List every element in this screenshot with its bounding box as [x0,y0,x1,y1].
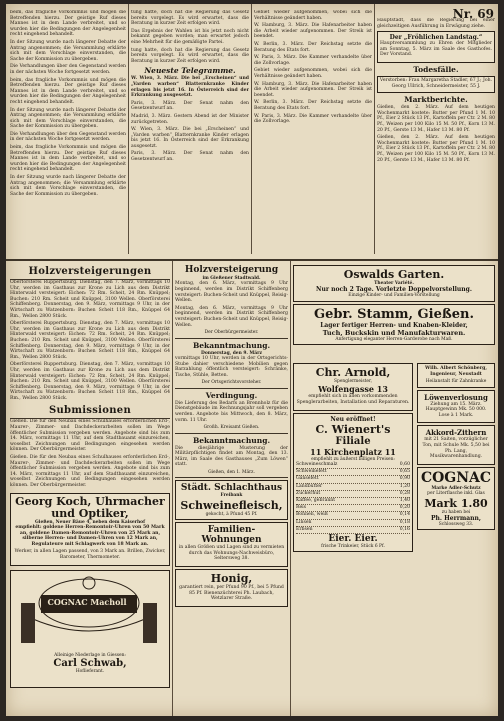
akkord-text: mit 21 Saiten, vorzüglicher Ton, mit Schule Mk. 5,50 bei Ph. Lang, Musikwarenhandlung. [422,437,490,460]
section-rule [6,259,498,261]
arnold-address: Wolfengasse 13 [318,384,388,395]
paragraph: Das Ergebnis der Wahlen ist bis jetzt noch nicht bekannt gegeben worden; man erwartet jedoch eine Mehrheit für die gemäßigte Partei. [131,28,249,45]
market-text: Gießen, den 2. März. Auf dem heutigen Wochenmarkt kostete: Butter per Pfund 1 M. 10 Pf., Eier 2 Stück 13 Pf., Kartoffeln per Ctr. 2 M. 80 Pf., Weizen per 100 Kilo 15 M. 50 Pf., Korn 13 M. 20 Pf., Gerste 13 M., Hafer 13 M. 80 Pf. [377,135,495,163]
koch-text: empfiehlt: goldene Herren-Remontoir-Uhren von 50 Mark an, goldene Damen-Remontoir-Uhren von 25 Mark an, silberne Herren- und Damen-Uhren von 12 Mark an, Regulateure mit Schlagwerk von 18 Mark an. [15,525,165,547]
bekanntmachung-subtitle: Donnerstag, den 9. März [201,350,262,356]
bekanntmachung-text: vormittags 10 Uhr, werden in der Ortsgerichts-Stube dahier verschiedene Mobilien gegen Barzahlung öffentlich versteigert: Schränke, Tische, Stühle, Betten. [175,355,288,378]
death-heading: Todesfälle. [413,64,459,74]
price-item-value: 0,60 [399,462,410,467]
cognac-subtitle: Marke Adler-Schutz [431,485,481,491]
death-notice [377,76,495,93]
wienert-eggs-note: frische Trinkeier, Stück 6 Pf. [321,544,385,550]
column-divider [290,261,291,716]
price-row [296,520,410,527]
wienert-subtitle: Filiale [335,435,371,447]
wienert-price-list [296,462,410,534]
koch-text-2: Werker, in allen Lagen passend, von 3 Mark an. Brillen, Zwicker, Barometer, Thermometer. [14,549,166,560]
lower-left-column [10,263,170,713]
cognac-macholl-ad [10,570,170,688]
holzversteigerungen-text: Oberförsterei Ruppertsburg. Dienstag, den 7. März, vormittags 10 Uhr, werden im Gasthaus zur Krone zu Lich aus dem Distrikt Hinterwald versteigert: Eichen: 72 Rm. Scheit, 24 Rm. Knüppel; Buchen: 210 Rm. Scheit und Knüppel, 3100 Wellen. Oberförsterei Schiffenberg. Donnerstag, den 9. März, vormittags 9 Uhr, in der Wirtschaft zu Watzenborn: Buchen Scheit 118 Rm., Knüppel 64 Rm., Wellen 2800 Stück. [10,362,170,401]
column-2 [131,10,249,260]
lower-right-area [293,263,495,713]
market-heading: Marktberichte. [404,95,468,105]
paragraph: In der Sitzung wurde nach längerer Debatte der Antrag angenommen; die Versammlung erklärte sich mit dem Vorschlage einverstanden, die Sache der Kommission zu übergeben. [10,39,126,62]
lower-middle-column [175,263,288,713]
paragraph: W. Paris, 3. März. Die Kammer verhandelte über die Zollvorlage. [254,113,372,125]
telegram: Paris, 3. März. Der Senat nahm den Gesetzentwurf an. [131,100,249,112]
submissionen-heading: Submissionen [48,405,132,417]
paragraph: W. Berlin, 3. März. Der Reichstag setzte die Beratung des Etats fort. [254,100,372,111]
bekanntmachung-heading: Bekanntmachung. [192,340,271,350]
page-number: Nr. 69 [452,7,494,21]
holzversteigerungen-text: Oberförsterei Ruppertsburg. Dienstag, den 7. März, vormittags 10 Uhr, werden im Gasthaus zur Krone zu Lich aus dem Distrikt Hinterwald versteigert: Eichen: 72 Rm. Scheit, 24 Rm. Knüppel; Buchen: 210 Rm. Scheit und Knüppel, 3100 Wellen. Oberförsterei Schiffenberg. Donnerstag, den 9. März, vormittags 9 Uhr, in der Wirtschaft zu Watzenborn: Buchen Scheit 118 Rm., Knüppel 64 Rm., Wellen 2800 Stück. [10,280,170,319]
paragraph: Die Verhandlungen über den Gegenstand werden in der nächsten Woche fortgesetzt werden. [10,131,126,143]
price-row [296,484,410,491]
submissionen-text: Gießen. Die für den Neubau eines Schulhauses erforderlichen Erd-, Maurer-, Zimmer- und Dachdeckerarbeiten sollen im Wege öffentlicher Submission vergeben werden. Angebote sind bis zum 14. März, vormittags 11 Uhr, auf dem Stadtbauamt einzureichen, woselbst Zeichnungen und Bedingungen eingesehen werden können. Der Oberbürgermeister. [10,455,170,488]
price-item-name: Zuckerhut [296,490,321,496]
column-1 [10,10,126,260]
stadtwald-text: Montag, den 6. März, vormittags 9 Uhr beginnend, werden im Distrikt Schiffenberg versteigert: Buchen-Scheit und Knüppel, Reisig-Wellen. [175,305,288,328]
price-item-name: Schweineschmalz [296,462,338,467]
cognac-title: COGNAC [420,469,492,486]
price-item-value: 1,20 [399,483,410,489]
schonberg-text: Wilh. Albert Schönberg, Ingenieur, Neustadt [425,366,487,377]
cognac-macholl-title: COGNAC Macholl [47,596,127,607]
wienert-title: C. Wienert's [315,422,391,436]
wienert-ad [293,413,413,553]
price-item-name: Erbsen [296,526,313,532]
cognac-macholl-subtitle: Alleinige Niederlage in Giessen: [54,652,126,658]
divider [175,338,288,339]
price-item-name: Kaffee, gebrannt [296,498,336,504]
koch-title: Georg Koch, Uhrmacher und Optiker, [15,494,165,520]
holzversteigerungen-text: Oberförsterei Ruppertsburg. Dienstag, den 7. März, vormittags 10 Uhr, werden im Gasthaus zur Krone zu Lich aus dem Distrikt Hinterwald versteigert: Eichen: 72 Rm. Scheit, 24 Rm. Knüppel; Buchen: 210 Rm. Scheit und Knüppel, 3100 Wellen. Oberförsterei Schiffenberg. Donnerstag, den 9. März, vormittags 9 Uhr, in der Wirtschaft zu Watzenborn: Buchen Scheit 118 Rm., Knüppel 64 Rm., Wellen 2800 Stück. [10,321,170,360]
price-item-value: 0,28 [399,490,410,496]
column-4 [377,18,495,260]
theater-subtitle: Theater Variété. [374,281,414,286]
honig-text: garantiert rein, per Pfund 90 Pf., bei 5 Pfund 85 Pf. Bienenzüchterei Ph. Laubach, Wetzlarer Straße. [179,584,284,602]
paragraph: W. Hamburg, 3. März. Die Hafenarbeiter haben die Arbeit wieder aufgenommen. Der Streik ist beendet. [254,81,372,98]
paragraph: Die Verhandlungen über den Gegenstand werden in der nächsten Woche fortgesetzt werden. [10,64,126,75]
loewenverlosung-text: Ziehung am 15. März. Hauptgewinn Mk. 50 000. Lose à 1 Mark. [425,401,487,418]
wohnungen-ad [175,522,288,567]
bekanntmachung2-text: Die diesjährige Musterung der Militärpflichtigen findet am Montag, den 13. März, im Saale des Gasthauses „Zum Löwen“ statt. [175,445,288,468]
telegram: W. Wien, 3. März. Die bei „Erscheinen“ und „Varden warben“ Blatternkranke Kinder erlagen bis jetzt 16. In Österreich sind der Erkrankung ausgesetzt. [131,76,249,99]
cognac-note: zu haben bei [441,509,471,515]
column-3 [254,10,372,260]
stadtwald-heading: Holzversteigerung [184,265,279,275]
paragraph: tung hatte, doch hat die Regierung das Gesetz bereits vorgelegt. Es wird erwartet, dass die Beratung in kurzer Zeit erfolgen wird. [131,10,249,27]
verdingung-heading: Verdingung. [205,390,258,400]
honig-title: Honig, [210,571,253,585]
koch-address: Gießen, Neuer Bäue 4, neben dem Kaiserhof [35,519,145,525]
wienert-banner: Neu eröffnet! [330,415,376,423]
stamm-title: Gebr. Stamm, Gießen. [314,306,474,322]
paragraph: Hauptstadt, dass die Regierung bei einer gleichzeitigen Ausführung in Erwägung ziehe. [377,18,495,29]
price-row [296,491,410,498]
paragraph: beim, das fragliche Vorkommnis und mögen die Betreffenden hierzu. Der geistige Ruf dieses Mannes ist in dem Lande verbreitet, und so wurden hier die Bedingungen der Angelegenheit recht eingehend behandelt. [10,10,126,38]
price-row [296,498,410,505]
price-row [296,512,410,519]
divider [175,477,288,478]
paragraph: beim, das fragliche Vorkommnis und mögen die Betreffenden hierzu. Der geistige Ruf dieses Mannes ist in dem Lande verbreitet, und so wurden hier die Bedingungen der Angelegenheit recht eingehend behandelt. [10,145,126,173]
wienert-address: 11 Kirchenplatz 11 [310,446,396,457]
paragraph: W. Hamburg, 3. März. Die Hafenarbeiter haben die Arbeit wieder aufgenommen. Der Streik ist beendet. [254,23,372,40]
cognac-line: per Literflasche inkl. Glas [427,491,485,497]
cognac-ad [417,467,495,531]
cognac-price: Mark 1.80 [424,496,488,510]
telegram: Madrid, 3. März. Gestern Abend ist der Minister zurückgetreten. [131,113,249,125]
wienert-eggs: Eier. Eier. [328,534,378,545]
loewenverlosung-title: Löwenverlosung [424,392,488,402]
schlachthaus-product: Schweinefleisch, [180,498,283,512]
landtag-notice [377,31,495,63]
price-item-value: 0,20 [399,505,410,511]
arnold-ad [293,363,413,411]
price-item-name: Reis [296,505,307,511]
column-divider [172,261,173,716]
divider [10,418,170,419]
price-item-name: Landbutter [296,483,323,489]
stamm-subtitle: Lager fertiger Herren- und Knaben-Kleider, [320,321,468,329]
schlachthaus-subtitle: Freibank [220,493,243,499]
verdingung-signoff: Großh. Kreisamt Gießen. [203,425,260,431]
koch-ad [10,493,170,566]
price-item-name: Bohnen, weiß [296,512,328,518]
newspaper-page [6,4,498,716]
schonberg-ad [417,363,495,388]
honig-ad [175,569,288,607]
price-row [296,476,410,483]
stadtwald-text: Montag, den 6. März, vormittags 9 Uhr beginnend, werden im Distrikt Schiffenberg versteigert: Buchen-Scheit und Knüppel, Reisig-Wellen. [175,281,288,304]
divider [10,279,170,280]
price-item-value: 0,18 [399,519,410,525]
paragraph: beim, das fragliche Vorkommnis und mögen die Betreffenden hierzu. Der geistige Ruf dieses Mannes ist in dem Lande verbreitet, und so wurden hier die Bedingungen der Angelegenheit recht eingehend behandelt. [10,77,126,105]
schlachthaus-title: Städt. Schlachthaus [180,483,283,494]
divider [175,388,288,389]
landtag-title: Der „Fröhlichen Landstag.“ [389,34,483,42]
wohnungen-title: Familien-Wohnungen [201,525,262,546]
divider [175,433,288,434]
stamm-ad [293,304,495,345]
paragraph: In der Sitzung wurde nach längerer Debatte der Antrag angenommen; die Versammlung erklärte sich mit dem Vorschlage einverstanden, die Sache der Kommission zu übergeben. [10,107,126,130]
cognac-street: Schlossweg 33. [438,521,474,527]
paragraph: tung hatte, doch hat die Regierung das Gesetz bereits vorgelegt. Es wird erwartet, dass die Beratung in kurzer Zeit erfolgen wird. [131,47,249,64]
bekanntmachung2-signoff: Gießen, den 1. März. [208,469,255,475]
price-item-value: 0,16 [399,526,410,532]
akkord-ad [417,425,495,464]
stamm-line3: Anfertigung eleganter Herren-Garderobe nach Maß. [335,336,453,342]
theater-title: Oswalds Garten. [343,268,445,281]
right-subcolumn-b [417,361,495,532]
price-row [296,527,410,534]
paragraph: W. Berlin, 3. März. Der Reichstag setzte die Beratung des Etats fort. [254,41,372,53]
verdingung-text: Die Lieferung des Bedarfs an Brennholz für die Dienstgebäude im Rechnungsjahr soll vergeben werden. Angebote bis Mittwoch, den 8. März, vorm. 11 Uhr. [175,400,288,423]
schlachthaus-ad [175,480,288,520]
column-divider [251,4,252,254]
theater-ad [293,265,495,302]
price-item-name: Schweinefett [296,469,327,475]
paragraph: In der Sitzung wurde nach längerer Debatte der Antrag angenommen; die Versammlung erklärte sich mit dem Vorschlage einverstanden, die Sache der Kommission zu übergeben. [10,175,126,197]
price-item-name: Linsen [296,519,312,525]
column-divider [128,4,129,254]
akkord-title: Akkord-Zithern [425,428,487,438]
price-item-value: 0,14 [399,512,410,518]
telegram: W. Wien, 3. März. Die bei „Erscheinen“ und „Varden warben“ Blatternkranke Kinder erlagen bis jetzt 16. In Österreich sind der Erkrankung ausgesetzt. [131,127,249,149]
schlachthaus-note: gekocht, à Pfund 45 Pf. [205,511,258,517]
telegram-heading: Neueste Telegramme. [144,66,236,76]
paragraph: W. Paris, 3. März. Die Kammer verhandelte über die Zollvorlage. [254,55,372,66]
death-text: Verstorben: Frau Margaretha Stadler, 67 J.; Joh. Georg Ullrich, Schneidermeister, 55 J. [379,77,493,89]
landtag-text: Hauptversammlung zu Ehren der Mitglieder am Sonntag, 5. März im Saale des Gasthofes. Der Vorstand. [380,41,492,58]
submissionen-text: Gießen. Die für den Neubau eines Schulhauses erforderlichen Erd-, Maurer-, Zimmer- und Dachdeckerarbeiten sollen im Wege öffentlicher Submission vergeben werden. Angebote sind bis zum 14. März, vormittags 11 Uhr, auf dem Stadtbauamt einzureichen, woselbst Zeichnungen und Bedingungen eingesehen werden können. Der Oberbürgermeister. [10,419,170,453]
holzversteigerungen-heading: Holzversteigerungen [28,266,152,277]
stadtwald-subtitle: im Gießener Stadtwald. [202,276,261,281]
cognac-macholl-role: Hoflieferant. [75,668,105,674]
schonberg-note: Heilanstalt für Zahnkranke [425,379,487,385]
market-text: Gießen, den 2. März. Auf dem heutigen Wochenmarkt kostete: Butter per Pfund 1 M. 10 Pf., Eier 2 Stück 13 Pf., Kartoffeln per Ctr. 2 M. 80 Pf., Weizen per 100 Kilo 15 M. 50 Pf., Korn 13 M. 20 Pf., Gerste 13 M., Hafer 13 M. 80 Pf. [377,105,495,133]
price-item-value: 0,90 [399,476,410,482]
wienert-note: empfiehlt zu äußerst billigen Preisen: [311,456,395,462]
column-divider [374,4,375,254]
loewenverlosung-ad [417,390,495,424]
cognac-seller: Ph. Herrmann, [431,514,481,522]
wohnungen-text: in allen Größen und Lagen sind zu vermieten durch das Wohnungs-Nachweisbüro, Seltersweg 38. [178,545,285,562]
arnold-subtitle: Spenglermeister, [334,379,372,384]
cognac-bottle-illustration [13,573,165,649]
stadtwald-signoff: Der Oberbürgermeister. [204,330,259,336]
price-item-value: 0,65 [399,469,410,475]
bekanntmachung-signoff: Der Ortsgerichtsvorsteher. [201,380,262,386]
bekanntmachung2-heading: Bekanntmachung. [192,435,271,445]
price-item-value: 1,40 [399,498,410,504]
telegram: Paris, 3. März. Der Senat nahm den Gesetzentwurf an. [131,151,249,163]
paragraph: Gebiet wieder aufgenommen, wobei sich die Verhältnisse geändert haben. [254,10,372,21]
arnold-title: Chr. Arnold, [315,366,391,379]
arnold-text: empfiehlt sich in allen vorkommenden Spenglerarbeiten, Installation und Reparaturen. [296,394,410,405]
stamm-line2: Tuch, Buckskin und Manufakturwaren. [322,328,466,337]
theater-text: Nur noch 2 Tage. Vorletzte Doppelvorstellung. [316,286,472,294]
right-subcolumn-a [293,361,413,554]
paragraph: Gebiet wieder aufgenommen, wobei sich die Verhältnisse geändert haben. [254,68,372,79]
theater-extra: Einzige Kinder- und Familien-Vorstellung [348,293,440,299]
price-item-name: Gänsefett [296,476,319,482]
cognac-macholl-seller: Carl Schwab, [53,657,127,669]
